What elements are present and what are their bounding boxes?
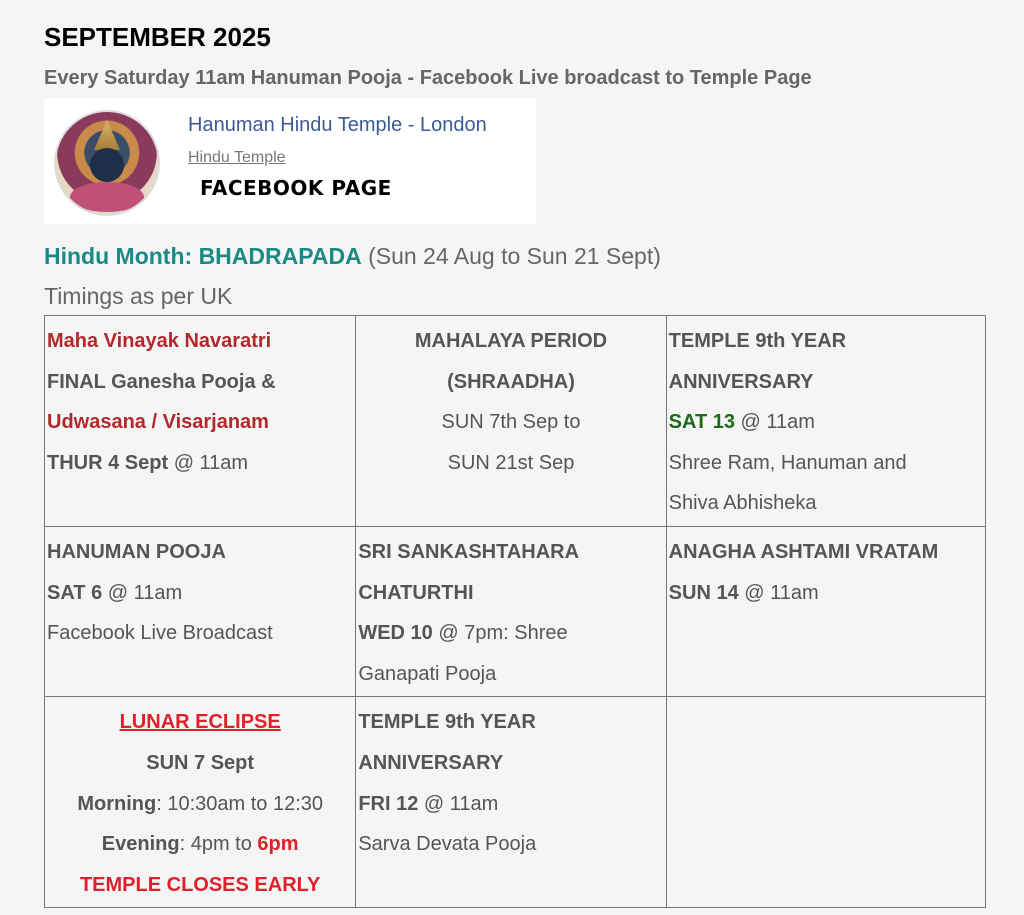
table-row	[45, 697, 986, 908]
event-title: SRI SANKASHTAHARA	[358, 540, 580, 563]
page-title: SEPTEMBER 2025	[44, 22, 271, 52]
facebook-page-name[interactable]: Hanuman Hindu Temple - London	[188, 114, 487, 136]
morning-time: : 10:30am to 12:30	[156, 792, 323, 815]
event-date: SAT 6	[47, 581, 103, 604]
event-date: WED 10	[358, 622, 433, 645]
evening-label: Evening	[101, 833, 180, 856]
event-date: THUR 4 Sept	[47, 451, 169, 474]
event-cell-eclipse	[45, 697, 356, 908]
event-date: SAT 13	[668, 411, 735, 434]
event-description: Shree Ram, Hanuman and	[668, 451, 907, 474]
event-time: @ 7pm: Shree	[438, 622, 568, 645]
event-date: FRI 12	[358, 792, 419, 815]
event-title: ANNIVERSARY	[668, 370, 814, 393]
facebook-page-label: FACEBOOK PAGE	[200, 176, 392, 200]
event-date: SUN 14	[668, 581, 739, 604]
event-date-to: SUN 21st Sep	[447, 451, 575, 474]
event-datetime	[669, 573, 983, 614]
event-subtitle: FINAL Ganesha Pooja &	[47, 370, 276, 393]
timings-note: Timings as per UK	[44, 283, 233, 309]
event-subtitle: Udwasana / Visarjanam	[47, 411, 269, 434]
event-title: TEMPLE 9th YEAR	[358, 711, 536, 734]
event-cell-mahalaya	[356, 316, 666, 527]
event-title: ANAGHA ASHTAMI VRATAM	[668, 540, 939, 563]
facebook-page-category[interactable]: Hindu Temple	[188, 149, 286, 166]
event-title: LUNAR ECLIPSE	[119, 711, 281, 734]
event-title: (SHRAADHA)	[447, 370, 575, 393]
event-datetime	[47, 443, 353, 484]
event-title: Maha Vinayak Navaratri	[47, 330, 272, 352]
table-row	[45, 526, 986, 696]
event-description: Facebook Live Broadcast	[47, 622, 273, 645]
event-title: CHATURTHI	[358, 581, 474, 604]
event-date-from: SUN 7th Sep to	[441, 411, 581, 434]
garland-shape	[70, 182, 144, 212]
crown-shape	[94, 120, 120, 150]
hindu-month-line	[44, 243, 661, 270]
event-cell-hanuman	[45, 526, 356, 696]
event-time: @ 11am	[107, 581, 183, 604]
temple-closes-notice: TEMPLE CLOSES EARLY	[79, 873, 321, 896]
event-date: SUN 7 Sept	[146, 751, 255, 774]
event-title: TEMPLE 9th YEAR	[668, 330, 847, 352]
event-cell-sankashtahara	[356, 526, 666, 696]
evening-end-time: 6pm	[257, 833, 299, 856]
event-datetime	[358, 613, 663, 654]
event-description: Shiva Abhisheka	[668, 492, 817, 515]
event-description: Ganapati Pooja	[358, 662, 497, 685]
morning-label: Morning	[77, 792, 157, 815]
event-time: @ 11am	[423, 792, 499, 815]
event-cell-ganesha	[45, 316, 356, 527]
event-description: Sarva Devata Pooja	[358, 833, 537, 856]
event-title: MAHALAYA PERIOD	[414, 330, 608, 352]
event-cell-anniversary-fri	[356, 697, 666, 908]
event-title: ANNIVERSARY	[358, 751, 504, 774]
facebook-page-card[interactable]	[44, 98, 536, 224]
event-cell-anniversary-sat	[666, 316, 985, 527]
hindu-month-name: BHADRAPADA	[198, 243, 362, 269]
event-cell-anagha	[666, 526, 985, 696]
table-row	[45, 316, 986, 527]
eclipse-evening	[47, 824, 353, 865]
event-time: @ 11am	[744, 581, 819, 604]
empty-cell	[666, 697, 985, 908]
event-datetime	[47, 573, 353, 614]
event-datetime	[669, 402, 983, 443]
event-datetime	[358, 784, 663, 825]
event-time: @ 11am	[173, 451, 249, 474]
events-table	[44, 315, 986, 908]
evening-time: : 4pm to	[179, 833, 258, 856]
deity-face-shape	[90, 148, 124, 182]
event-title: HANUMAN POOJA	[47, 540, 226, 563]
hindu-month-range: (Sun 24 Aug to Sun 21 Sept)	[368, 243, 661, 269]
eclipse-morning	[47, 784, 353, 825]
temple-deity-avatar	[54, 110, 160, 216]
event-time: @ 11am	[740, 411, 815, 434]
page-subtitle: Every Saturday 11am Hanuman Pooja - Facebook Live broadcast to Temple Page	[44, 67, 812, 89]
hindu-month-label: Hindu Month:	[44, 243, 193, 269]
